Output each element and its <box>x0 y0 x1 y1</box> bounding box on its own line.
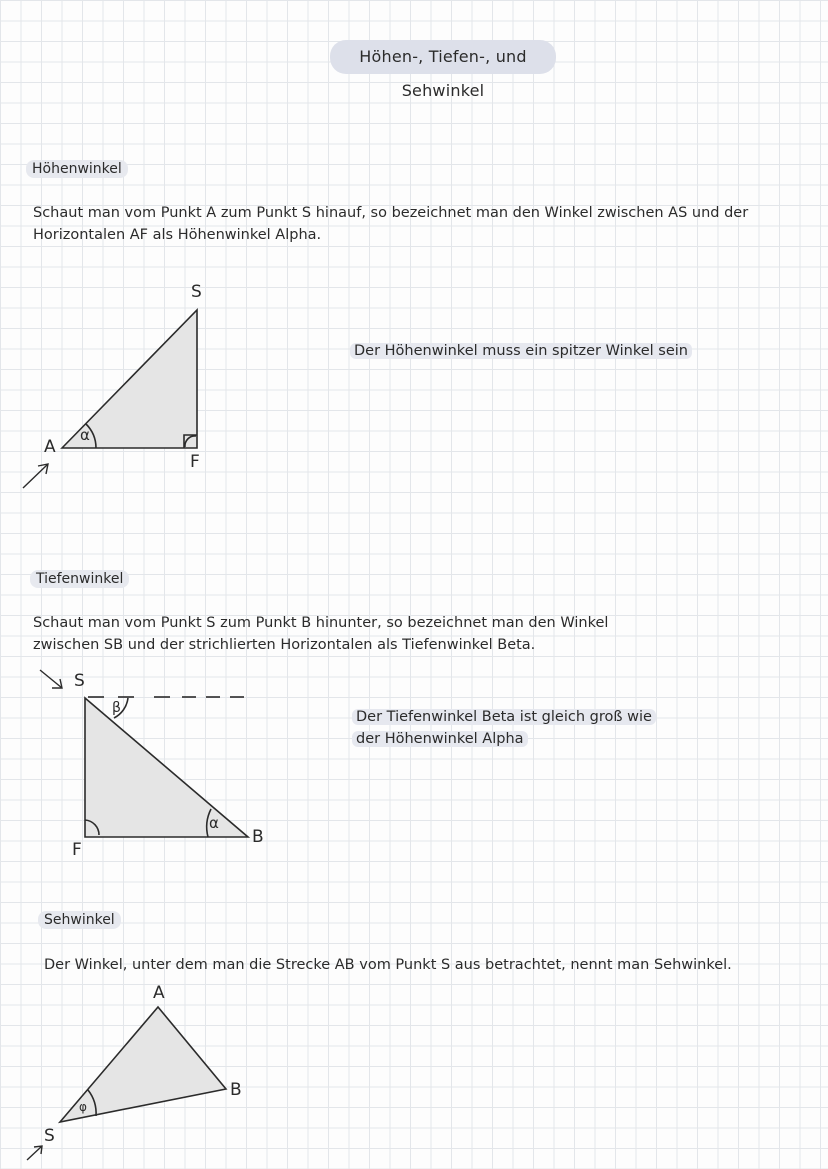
point-label-f: F <box>190 452 200 472</box>
arrow-icon <box>23 464 48 488</box>
page-title: Höhen-, Tiefen-, und Sehwinkel <box>330 40 556 74</box>
heading-tiefenwinkel: Tiefenwinkel <box>30 570 129 588</box>
point-label-s: S <box>191 282 202 302</box>
sehwinkel-text: Der Winkel, unter dem man die Strecke AB vom Punkt S aus betrachtet, nennt man Sehwinkel. <box>44 957 732 973</box>
heading-sehwinkel: Sehwinkel <box>38 911 121 929</box>
angle-label-phi: φ <box>79 1100 87 1114</box>
tiefenwinkel-note-line2: der Höhenwinkel Alpha <box>352 728 528 750</box>
point-label-s: S <box>44 1126 55 1146</box>
arrow-icon <box>40 670 62 688</box>
tiefenwinkel-triangle <box>85 697 248 837</box>
tiefenwinkel-text-line2: zwischen SB und der strichlierten Horizontalen als Tiefenwinkel Beta. <box>33 637 536 653</box>
angle-label-alpha: α <box>80 426 90 444</box>
point-label-f: F <box>72 840 82 860</box>
hoehenwinkel-text-line2: Horizontalen AF als Höhenwinkel Alpha. <box>33 227 322 243</box>
tiefenwinkel-note-line1: Der Tiefenwinkel Beta ist gleich groß wie <box>352 706 656 728</box>
point-label-a: A <box>153 983 165 1003</box>
point-label-b: B <box>252 827 264 847</box>
point-label-a: A <box>44 437 56 457</box>
point-label-b: B <box>230 1080 242 1100</box>
arrow-icon <box>27 1146 42 1160</box>
angle-label-beta: β <box>112 700 121 716</box>
heading-hoehenwinkel: Höhenwinkel <box>26 160 128 178</box>
point-label-s: S <box>74 671 85 691</box>
hoehenwinkel-text-line1: Schaut man vom Punkt A zum Punkt S hinauf, so bezeichnet man den Winkel zwischen AS und der <box>33 205 749 221</box>
tiefenwinkel-text-line1: Schaut man vom Punkt S zum Punkt B hinunter, so bezeichnet man den Winkel <box>33 615 609 631</box>
angle-label-alpha: α <box>209 814 219 832</box>
hoehenwinkel-note: Der Höhenwinkel muss ein spitzer Winkel sein <box>350 340 692 362</box>
